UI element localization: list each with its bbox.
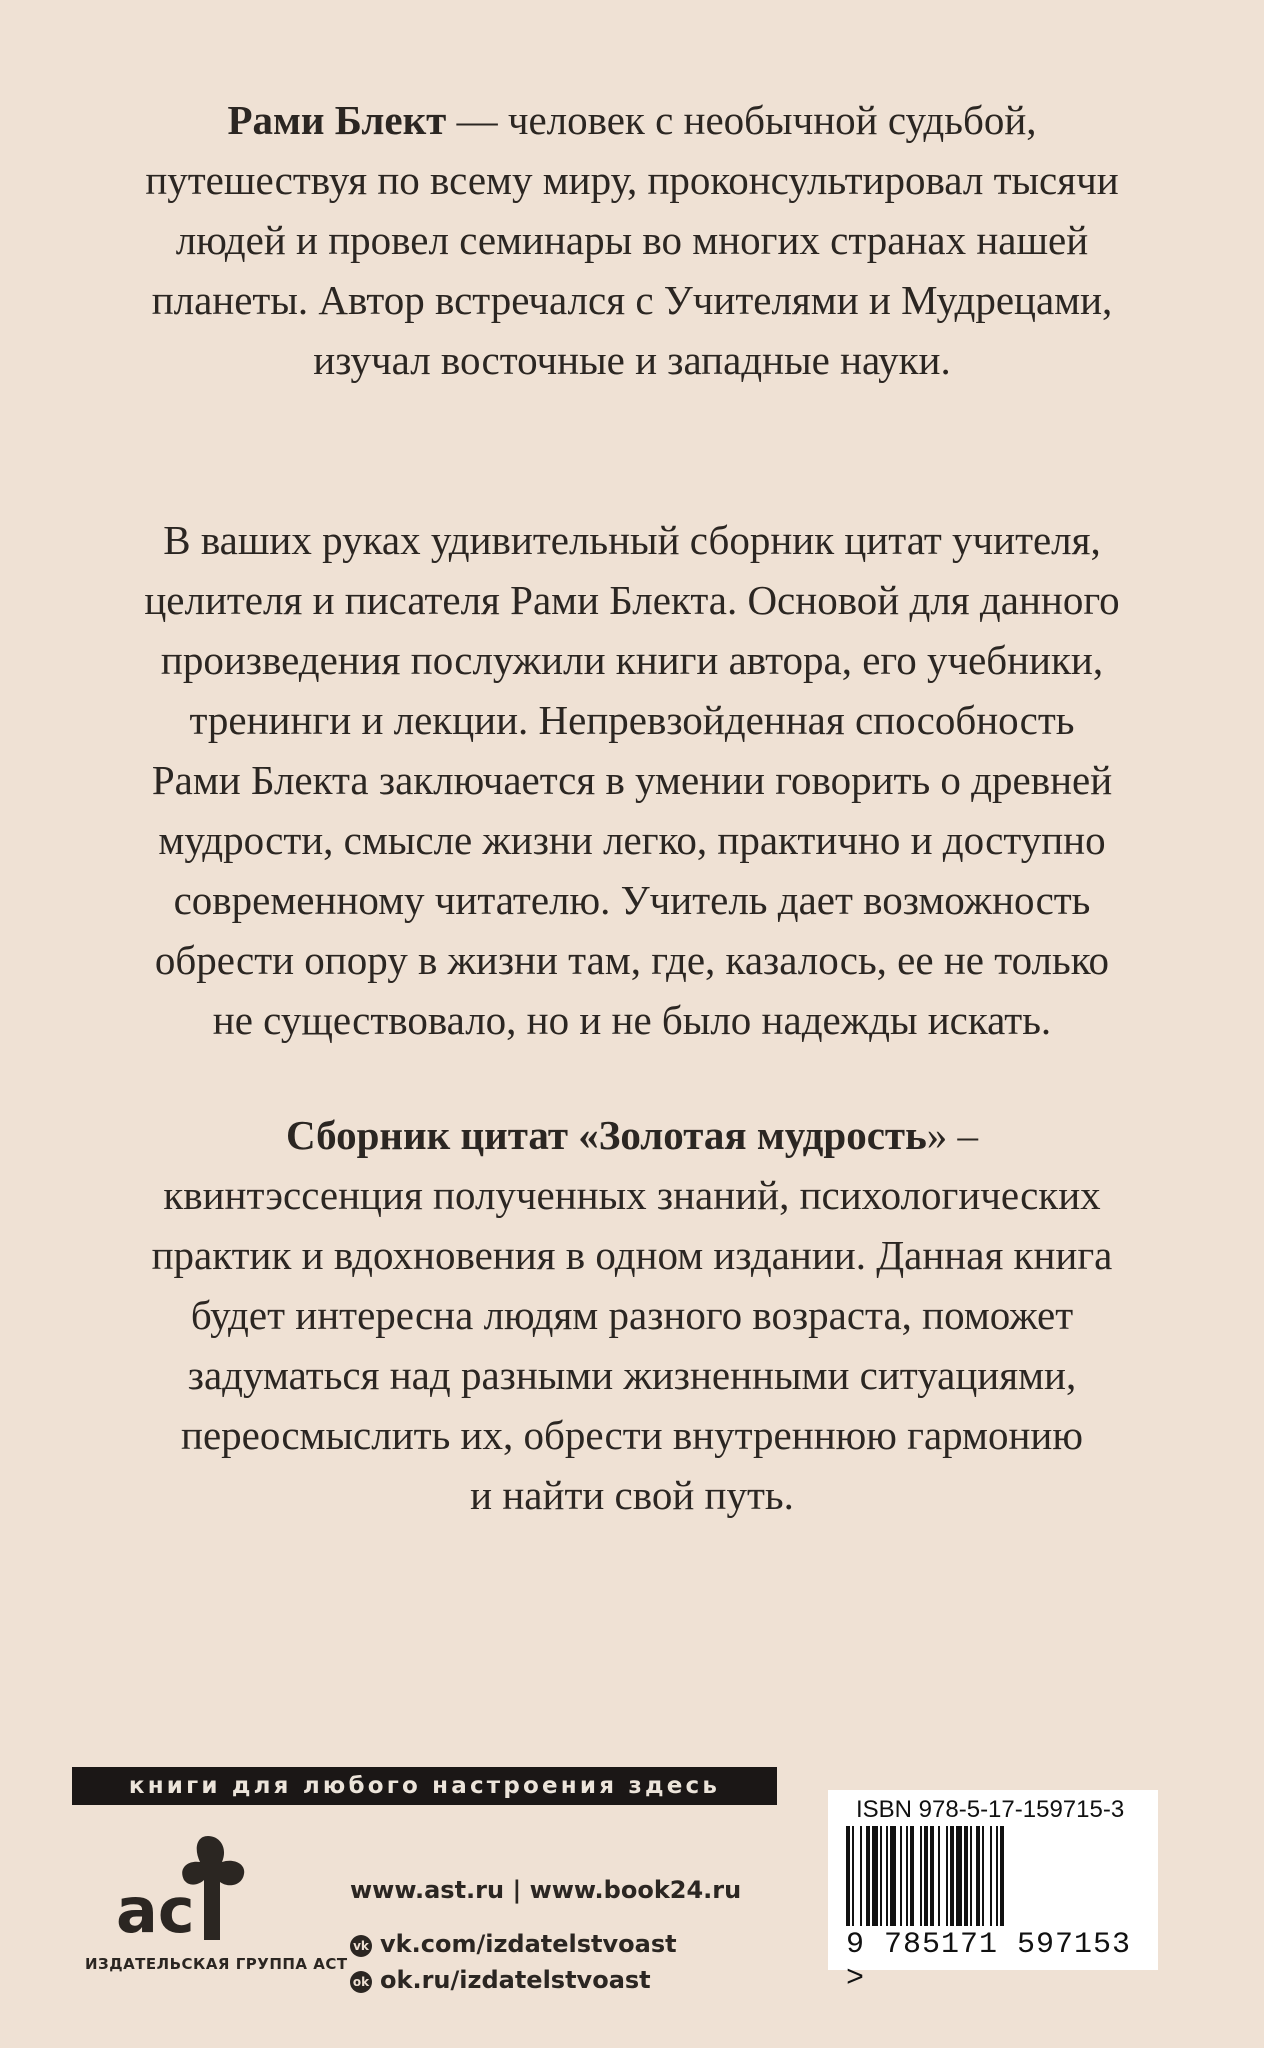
- description-line: обрести опору в жизни там, где, казалось, ее не только: [154, 937, 1110, 983]
- summary-line: практик и вдохновения в одном издании. Данная книга: [151, 1232, 1113, 1278]
- isbn-label: ISBN 978-5-17-159715-3: [856, 1796, 1125, 1823]
- vk-link[interactable]: vk.com/izdatelstvoast: [380, 1930, 677, 1958]
- websites[interactable]: www.ast.ru | www.book24.ru: [350, 1876, 742, 1904]
- barcode-bar: [872, 1826, 878, 1926]
- author-name: Рами Блект: [227, 97, 447, 143]
- barcode-bar: [930, 1826, 934, 1926]
- summary-title-line: Сборник цитат «Золотая мудрость» –: [286, 1112, 978, 1158]
- description-line: тренинги и лекции. Непревзойденная способность: [189, 697, 1075, 743]
- vk-link-row[interactable]: [350, 1930, 677, 1958]
- tagline-strip: книги для любого настроения здесь: [72, 1767, 777, 1805]
- barcode-bar: [852, 1826, 854, 1926]
- barcode-bar: [920, 1826, 922, 1926]
- svg-text:ас: ас: [116, 1874, 195, 1947]
- summary-line: переосмыслить их, обрести внутреннюю гармонию: [181, 1412, 1083, 1458]
- summary-line: будет интересна людям разного возраста, поможет: [190, 1292, 1074, 1338]
- bio-line: планеты. Автор встречался с Учителями и Мудрецами,: [151, 277, 1113, 323]
- book-description: [60, 510, 1204, 1050]
- book-summary: [60, 1105, 1204, 1525]
- barcode-bar: [900, 1826, 902, 1926]
- barcode-bar: [846, 1826, 850, 1926]
- ok-link[interactable]: ok.ru/izdatelstvoast: [380, 1966, 651, 1994]
- description-line: не существовало, но и не было надежды искать.: [212, 997, 1052, 1043]
- summary-line: и найти свой путь.: [470, 1472, 794, 1518]
- barcode: [842, 1826, 1142, 1926]
- description-line: современному читателю. Учитель дает возможность: [173, 877, 1091, 923]
- ast-logo: [108, 1828, 258, 1948]
- barcode-digits: 9 785171 597153 >: [846, 1928, 1132, 1996]
- barcode-panel: [828, 1790, 1158, 1996]
- barcode-bar: [982, 1826, 984, 1926]
- barcode-bar: [938, 1826, 940, 1926]
- barcode-bar: [924, 1826, 928, 1926]
- ok-icon: ok: [350, 1971, 372, 1993]
- summary-line: квинтэссенция полученных знаний, психологических: [163, 1172, 1101, 1218]
- barcode-bar: [910, 1826, 914, 1926]
- bio-line: путешествуя по всему миру, проконсультировал тысячи: [145, 157, 1119, 203]
- bio-line: людей и провел семинары во многих странах нашей: [175, 217, 1089, 263]
- barcode-bar: [1000, 1826, 1004, 1926]
- description-line: мудрости, смысле жизни легко, практично и доступно: [158, 817, 1106, 863]
- barcode-bar: [976, 1826, 980, 1926]
- barcode-bar: [866, 1826, 870, 1926]
- barcode-bar: [990, 1826, 992, 1926]
- description-line: произведения послужили книги автора, его учебники,: [160, 637, 1104, 683]
- barcode-bar: [860, 1826, 862, 1926]
- barcode-bar: [886, 1826, 888, 1926]
- publisher-name: ИЗДАТЕЛЬСКАЯ ГРУППА АСТ: [85, 1955, 348, 1973]
- barcode-bar: [996, 1826, 998, 1926]
- barcode-bar: [880, 1826, 882, 1926]
- bio-line: Рами Блект — человек с необычной судьбой,: [227, 97, 1037, 143]
- barcode-bar: [946, 1826, 948, 1926]
- vk-icon: vk: [350, 1935, 372, 1957]
- description-line: Рами Блекта заключается в умении говорить о древней: [151, 757, 1113, 803]
- barcode-bar: [956, 1826, 962, 1926]
- barcode-bar: [906, 1826, 908, 1926]
- barcode-bar: [964, 1826, 968, 1926]
- book-title: Сборник цитат «Золотая мудрость: [286, 1112, 927, 1158]
- ok-link-row[interactable]: [350, 1966, 651, 1994]
- barcode-bar: [950, 1826, 954, 1926]
- barcode-bar: [890, 1826, 896, 1926]
- description-line: В ваших руках удивительный сборник цитат учителя,: [163, 517, 1101, 563]
- bio-line: изучал восточные и западные науки.: [313, 337, 951, 383]
- summary-line: задуматься над разными жизненными ситуациями,: [187, 1352, 1077, 1398]
- author-bio: [60, 90, 1204, 390]
- barcode-bar: [970, 1826, 972, 1926]
- description-line: целителя и писателя Рами Блекта. Основой для данного: [144, 577, 1120, 623]
